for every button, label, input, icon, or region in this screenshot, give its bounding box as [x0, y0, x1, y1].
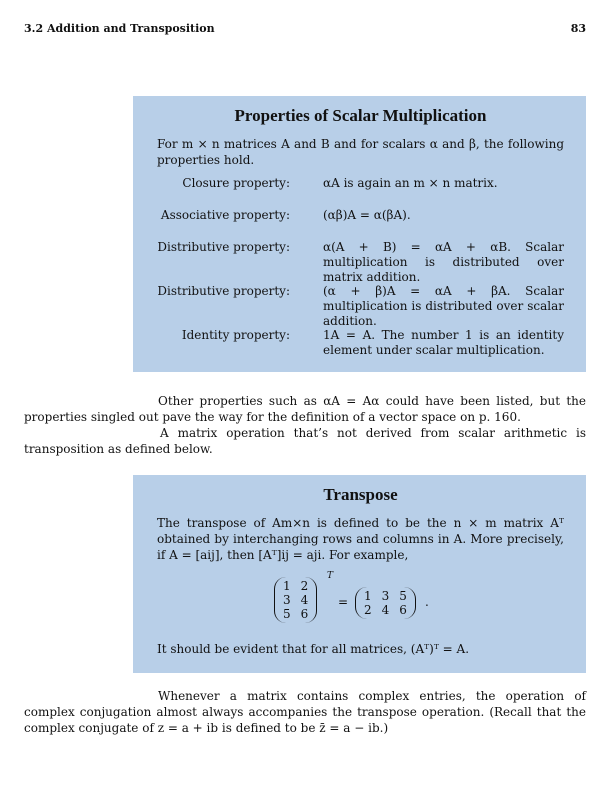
transpose-definition: The transpose of Am×n is defined to be the n × m matrix Aᵀ obtained by interchanging rows and columns in A. More precisely, if A = [aij], then [Aᵀ]ij = aji. For example,	[157, 516, 564, 562]
matrix-cell: 1	[364, 589, 372, 603]
matrix-right	[355, 587, 416, 619]
matrix-cell: 3	[283, 593, 291, 607]
transpose-superscript: T	[327, 571, 334, 581]
matrix-cell: 6	[399, 603, 407, 617]
property-value: (αβ)A = α(βA).	[323, 208, 411, 222]
running-head	[24, 22, 586, 35]
property-label: Closure property:	[182, 176, 290, 190]
box-title: Transpose	[323, 485, 398, 504]
transpose-closing: It should be evident that for all matrices, (Aᵀ)ᵀ = A.	[157, 642, 470, 656]
property-label: Identity property:	[181, 328, 290, 342]
property-row	[157, 240, 564, 284]
body-paragraphs-1	[24, 393, 586, 457]
paragraph: A matrix operation that’s not derived from scalar arithmetic is transposition as defined below.	[24, 426, 586, 456]
property-value: 1A = A. The number 1 is an identity element under scalar multiplication.	[323, 328, 564, 357]
property-value: αA is again an m × n matrix.	[323, 176, 498, 190]
property-value: α(A + B) = αA + αB. Scalar multiplication is distributed over matrix addition.	[323, 240, 564, 284]
matrix-cell: 2	[300, 579, 309, 593]
section-title: 3.2 Addition and Transposition	[24, 22, 215, 35]
property-label: Distributive property:	[157, 240, 290, 254]
matrix-cell: 5	[399, 589, 407, 603]
equals-sign: =	[338, 595, 349, 609]
property-row	[157, 176, 564, 208]
property-row	[157, 208, 564, 240]
paragraph: Whenever a matrix contains complex entries, the operation of complex conjugation almost always accompanies the transpose operation. (Recall that the complex conjugate of z = a + ib is defined to be z̄ = a − ib.)	[24, 689, 586, 735]
matrix-cell: 5	[283, 607, 291, 621]
property-value: (α + β)A = αA + βA. Scalar multiplication is distributed over scalar addition.	[323, 284, 564, 328]
page-number: 83	[570, 22, 586, 35]
matrix-cell: 4	[300, 593, 309, 607]
property-label: Distributive property:	[157, 284, 290, 298]
matrix-cell: 2	[364, 603, 372, 617]
matrix-cell: 3	[381, 589, 390, 603]
paragraph: Other properties such as αA = Aα could have been listed, but the properties singled out pave the way for the definition of a vector space on p. 160.	[24, 394, 586, 424]
matrix-cell: 6	[300, 607, 309, 621]
property-row	[157, 328, 564, 362]
body-paragraphs-2	[24, 688, 586, 736]
property-row	[157, 284, 564, 328]
matrix-cell: 4	[381, 603, 390, 617]
transpose-box	[133, 475, 586, 673]
matrix-left	[274, 577, 317, 623]
transpose-example	[157, 571, 564, 641]
matrix-cell: 1	[283, 579, 291, 593]
matrix-period: .	[425, 595, 429, 609]
box-title: Properties of Scalar Multiplication	[234, 106, 487, 125]
scalar-multiplication-box	[133, 96, 586, 372]
box-intro: For m × n matrices A and B and for scalars α and β, the following properties hold.	[157, 137, 564, 167]
property-label: Associative property:	[160, 208, 290, 222]
